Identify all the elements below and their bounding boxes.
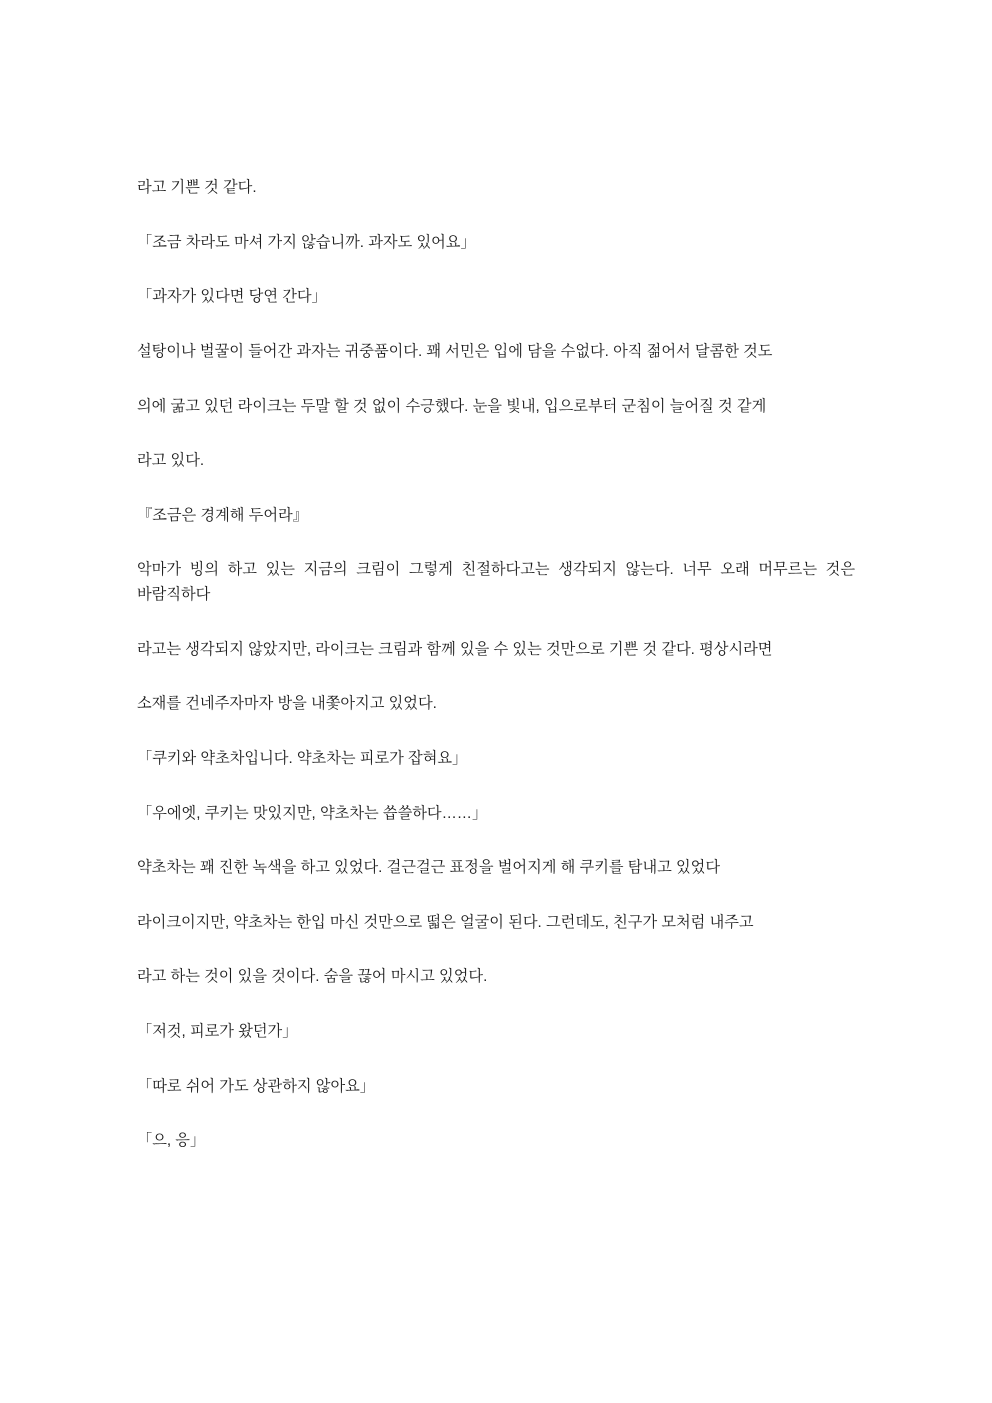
paragraph: 「저것, 피로가 왔던가」 — [137, 1023, 298, 1040]
paragraph: 의에 굶고 있던 라이크는 두말 할 것 없이 수긍했다. 눈을 빛내, 입으로부터 군침이 늘어질 것 같게 — [137, 397, 767, 415]
paragraph: 「쿠키와 약초차입니다. 약초차는 피로가 잡혀요」 — [137, 749, 468, 767]
paragraph: 「으, 응」 — [137, 1132, 206, 1150]
paragraph: 「우에엣, 쿠키는 맛있지만, 약초차는 씁쓸하다……」 — [137, 804, 488, 822]
paragraph: 라이크이지만, 약초차는 한입 마신 것만으로 떫은 얼굴이 된다. 그런데도, 친구가 모처럼 내주고 — [137, 913, 754, 931]
paragraph: 라고 하는 것이 있을 것이다. 숨을 끊어 마시고 있었다. — [137, 968, 488, 986]
paragraph: 악마가 빙의 하고 있는 지금의 크림이 그렇게 친절하다고는 생각되지 않는다. 너무 오래 머무르는 것은 바람직하다 — [137, 561, 855, 603]
paragraph: 「과자가 있다면 당연 간다」 — [137, 288, 327, 306]
paragraph: 「따로 쉬어 가도 상관하지 않아요」 — [137, 1077, 375, 1095]
paragraph: 라고 기쁜 것 같다. — [137, 179, 257, 196]
paragraph: 라고는 생각되지 않았지만, 라이크는 크림과 함께 있을 수 있는 것만으로 기쁜 것 같다. 평상시라면 — [137, 640, 773, 658]
paragraph: 설탕이나 벌꿀이 들어간 과자는 귀중품이다. 꽤 서민은 입에 담을 수없다. 아직 젊어서 달콤한 것도 — [137, 342, 773, 360]
paragraph: 약초차는 꽤 진한 녹색을 하고 있었다. 걸근걸근 표정을 벌어지게 해 쿠키를 탐내고 있었다 — [137, 859, 721, 877]
paragraph: 소재를 건네주자마자 방을 내쫓아지고 있었다. — [137, 695, 437, 713]
paragraph: 『조금은 경계해 두어라』 — [137, 506, 308, 524]
paragraph: 라고 있다. — [137, 452, 205, 470]
document-text-body — [137, 176, 855, 1154]
paragraph: 「조금 차라도 마셔 가지 않습니까. 과자도 있어요」 — [137, 233, 476, 251]
